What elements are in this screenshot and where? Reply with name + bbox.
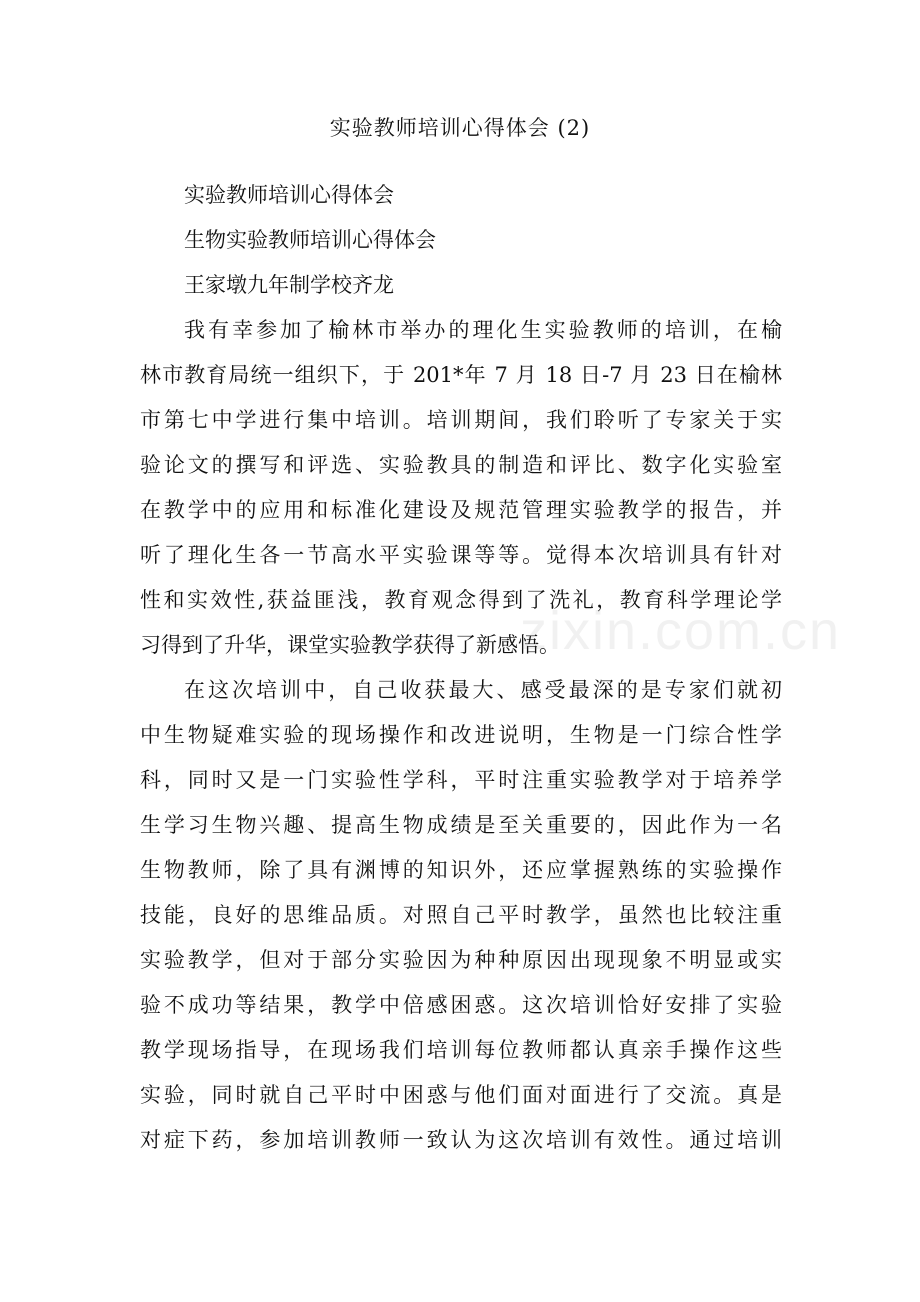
body-line: 林市教育局统一组织下，于 201*年 7 月 18 日-7 月 23 日在榆林 — [140, 363, 782, 387]
body-line: 生物教师，除了具有渊博的知识外，还应掌握熟练的实验操作 — [140, 858, 782, 882]
body-line: 实验，同时就自己平时中困惑与他们面对面进行了交流。真是 — [140, 1083, 782, 1107]
watermark: zixin.com.cn — [520, 601, 842, 661]
body-line: 中生物疑难实验的现场操作和改进说明，生物是一门综合性学 — [140, 723, 782, 747]
body-line: 实验教学，但对于部分实验因为种种原因出现现象不明显或实 — [140, 948, 782, 972]
document-title: 实验教师培训心得体会 (2) — [329, 116, 591, 140]
body-line: 在这次培训中，自己收获最大、感受最深的是专家们就初 — [184, 678, 782, 702]
body-line: 科，同时又是一门实验性学科，平时注重实验教学对于培养学 — [140, 768, 782, 792]
body-line: 生学习生物兴趣、提高生物成绩是至关重要的，因此作为一名 — [140, 813, 782, 837]
body-line: 验论文的撰写和评选、实验教具的制造和评比、数字化实验室 — [140, 453, 782, 477]
body-line: 性和实效性,获益匪浅，教育观念得到了洗礼，教育科学理论学 — [140, 588, 782, 612]
body-line: 王家墩九年制学校齐龙 — [184, 273, 394, 297]
body-line: 对症下药，参加培训教师一致认为这次培训有效性。通过培训 — [140, 1128, 782, 1152]
body-line: 我有幸参加了榆林市举办的理化生实验教师的培训，在榆 — [184, 318, 782, 342]
body-line: 验不成功等结果，教学中倍感困惑。这次培训恰好安排了实验 — [140, 993, 782, 1017]
body-line: 习得到了升华，课堂实验教学获得了新感悟。 — [140, 633, 560, 657]
body-line: 技能，良好的思维品质。对照自己平时教学，虽然也比较注重 — [140, 903, 782, 927]
body-line: 生物实验教师培训心得体会 — [184, 228, 436, 252]
body-line: 实验教师培训心得体会 — [184, 183, 394, 207]
body-line: 听了理化生各一节高水平实验课等等。觉得本次培训具有针对 — [140, 543, 782, 567]
body-line: 教学现场指导，在现场我们培训每位教师都认真亲手操作这些 — [140, 1038, 782, 1062]
document-body — [140, 173, 782, 1163]
body-line: 市第七中学进行集中培训。培训期间，我们聆听了专家关于实 — [140, 408, 782, 432]
body-line: 在教学中的应用和标准化建设及规范管理实验教学的报告，并 — [140, 498, 782, 522]
